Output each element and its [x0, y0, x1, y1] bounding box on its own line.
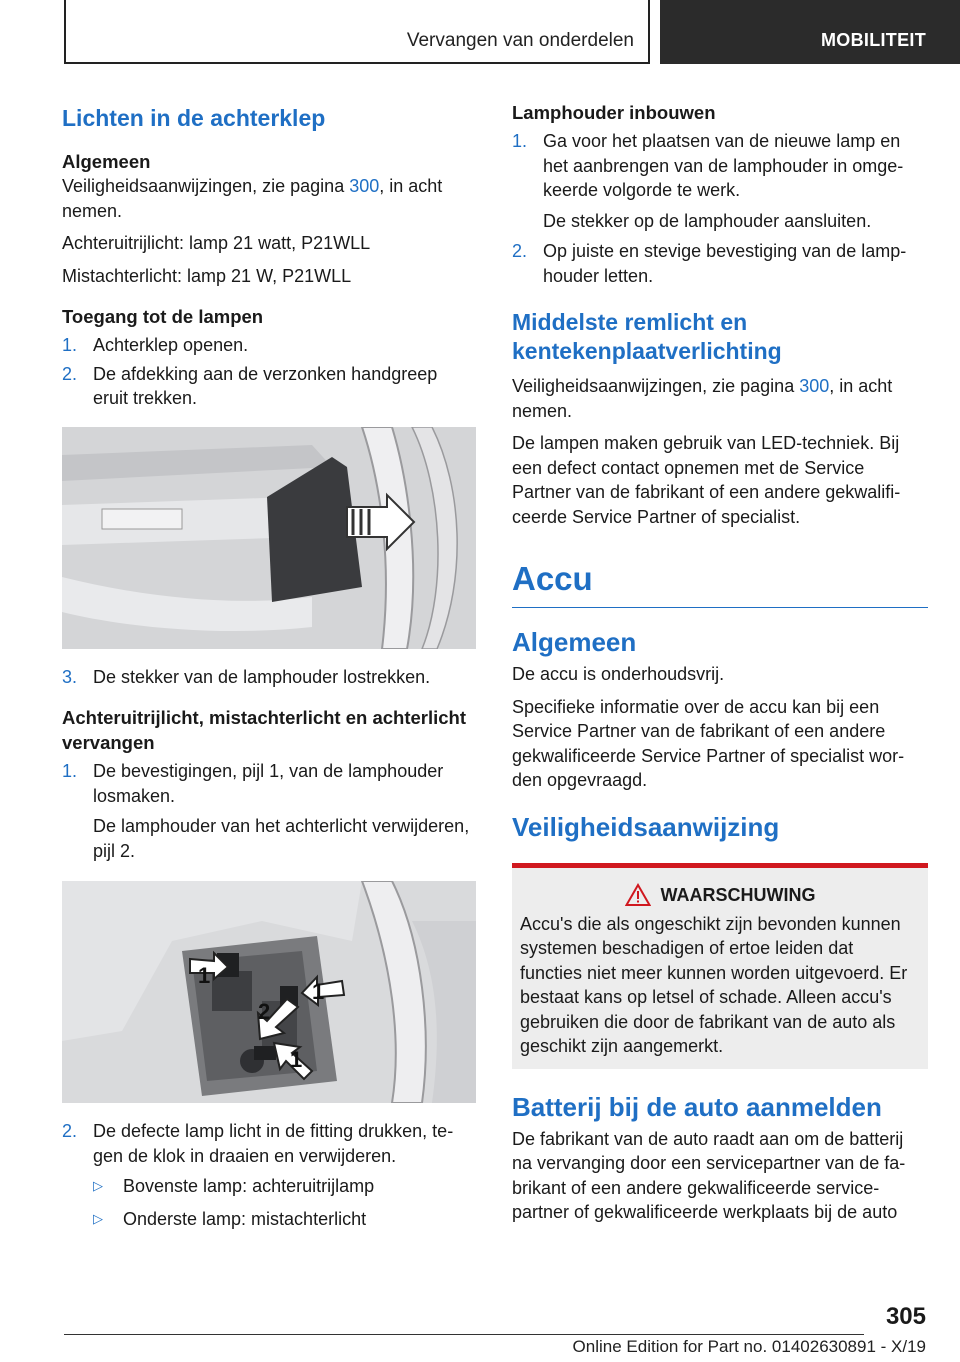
warning-box	[512, 863, 928, 1069]
brake-paragraph-safety: Veiligheidsaanwijzingen, zie pagina 300, in acht nemen.	[512, 376, 893, 421]
chapter-title-accu: Accu	[512, 560, 593, 597]
section-title-register-battery: Batterij bij de auto aanmelden	[512, 1091, 882, 1122]
header-chapter-tab	[660, 0, 960, 64]
figure-label: 2	[258, 999, 271, 1024]
list-item: 1. De bevestigingen, pijl 1, van de lamphouder losmaken.	[62, 761, 444, 806]
list-item: 2. Op juiste en stevige bevestiging van de lamphouder letten.	[512, 241, 907, 286]
figure-label: 1	[290, 1047, 303, 1072]
step-note: De lamphouder van het achterlicht verwijderen, pijl 2.	[93, 816, 470, 861]
list-item: 1. Achterklep openen.	[62, 335, 249, 355]
warning-title: WAARSCHUWING	[660, 884, 816, 905]
page-number: 305	[885, 1303, 926, 1330]
section-title-tailgate-lights: Lichten in de achterklep	[62, 105, 326, 131]
warning-header	[520, 882, 920, 908]
lamp-holder-illustration	[62, 881, 476, 1103]
section-title-brake-light: Middelste remlicht en kentekenplaatverlichting	[512, 309, 782, 364]
footer-divider	[64, 1334, 864, 1335]
figure-lamp-holder	[62, 881, 476, 1103]
chapter-divider	[512, 607, 928, 608]
subheading-access: Toegang tot de lampen	[62, 306, 264, 327]
section-title-safety: Veiligheidsaanwijzing	[512, 811, 780, 842]
general-paragraph-safety: Veiligheidsaanwijzingen, zie pagina 300, in acht nemen.	[62, 176, 443, 221]
warning-text: Accu's die als ongeschikt zijn bevonden kunnen systemen beschadigen of ertoe leiden dat functies niet meer kunnen worden uitgevoerd. Er bestaat kans op letsel of schade. Alleen accu's gebruiken die door de fabrikant van de auto als geschikt zijn aangemerkt.	[520, 913, 908, 1056]
subheading-install: Lamphouder inbouwen	[512, 102, 716, 123]
figure-label: 1	[198, 963, 211, 988]
list-item: 2. De afdekking aan de verzonken handgreep eruit trekken.	[62, 363, 438, 408]
page-link-300[interactable]: 300	[799, 376, 830, 396]
subheading-general: Algemeen	[62, 151, 151, 172]
warning-triangle-icon	[625, 883, 651, 907]
subheading-replace: Achteruitrijlicht, mistachterlicht en achterlicht vervangen	[62, 707, 467, 753]
step-note: De stekker op de lamphouder aansluiten.	[543, 210, 872, 231]
header-section-title: Vervangen van onderdelen	[406, 30, 634, 51]
triangle-bullet-icon: ▷	[93, 1210, 103, 1226]
accu-paragraph-info: Specifieke informatie over de accu kan bij een Service Partner van de fabrikant of een andere gekwalificeerde Service Partner of specialist worden opgevraagd.	[512, 696, 905, 790]
right-column	[512, 100, 928, 1225]
left-column	[62, 100, 476, 1231]
list-item: 1. Ga voor het plaatsen van de nieuwe lamp en het aanbrengen van de lamphouder in omgekeerde volgorde te werk.	[512, 131, 904, 200]
page-link-300[interactable]: 300	[349, 176, 380, 196]
edition-note: Online Edition for Part no. 01402630891 - X/19	[572, 1337, 926, 1356]
figure-label: 1	[312, 979, 325, 1004]
section-title-accu-general: Algemeen	[512, 627, 637, 657]
tailgate-cover-illustration	[62, 427, 476, 649]
header-chapter-label: MOBILITEIT	[821, 30, 926, 50]
register-paragraph: De fabrikant van de auto raadt aan om de batterij na vervanging door een servicepartner van de fabrikant of een andere gekwalificeerde servicepartner of gekwalificeerde werkplaats bij de auto	[512, 1128, 906, 1222]
general-paragraph-fog-light: Mistachterlicht: lamp 21 W, P21WLL	[62, 265, 352, 286]
brake-paragraph-led: De lampen maken gebruik van LED-techniek. Bij een defect contact opnemen met de Service Partner van de fabrikant of een andere gekwalificeerde Service Partner of specialist.	[512, 433, 901, 527]
bullet-item: ▷ Onderste lamp: mistachterlicht	[62, 1207, 476, 1232]
general-paragraph-reverse-light: Achteruitrijlicht: lamp 21 watt, P21WLL	[62, 233, 371, 253]
figure-tailgate-cover	[62, 427, 476, 649]
bullet-item: ▷ Bovenste lamp: achteruitrijlamp	[62, 1174, 476, 1199]
triangle-bullet-icon: ▷	[93, 1178, 103, 1193]
list-item: 2. De defecte lamp licht in de fitting drukken, tegen de klok in draaien en verwijderen.	[62, 1121, 454, 1166]
list-item: 3. De stekker van de lamphouder lostrekken.	[62, 666, 431, 687]
accu-paragraph-maintenance: De accu is onderhoudsvrij.	[512, 664, 725, 684]
